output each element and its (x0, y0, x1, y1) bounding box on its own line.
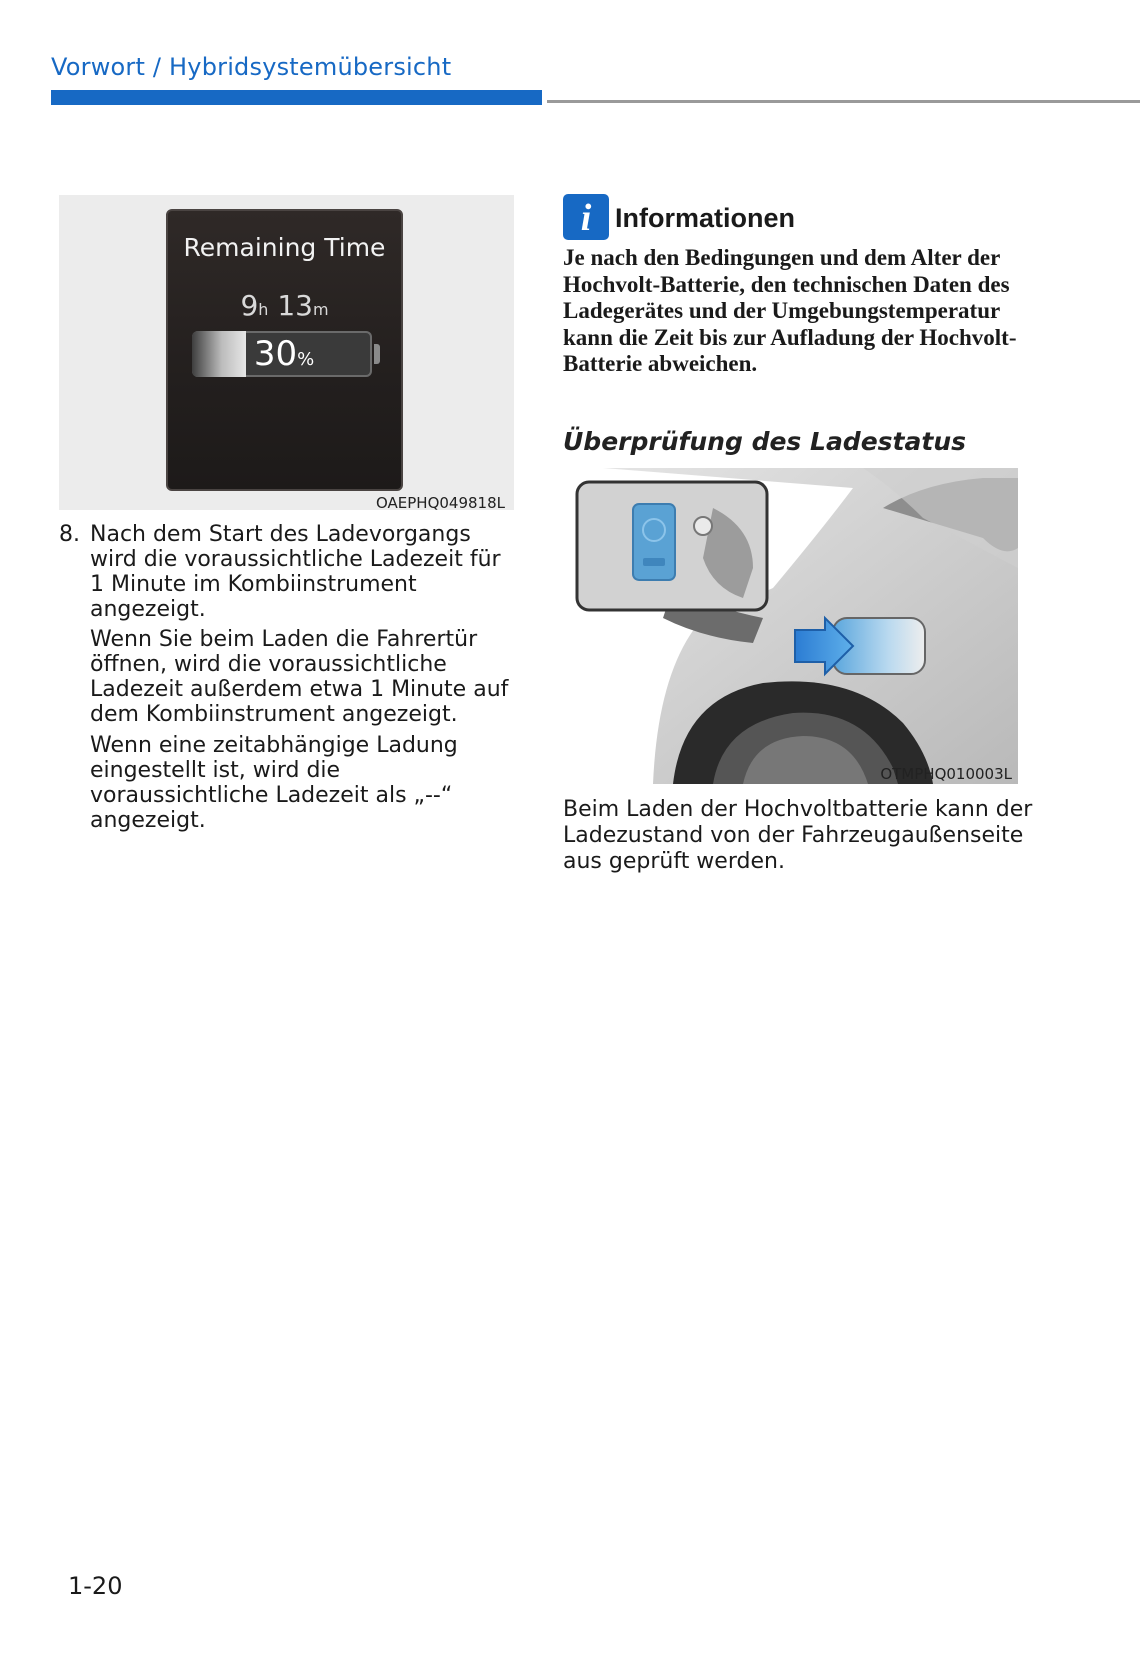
header-breadcrumb: Vorwort / Hybridsystemübersicht (51, 53, 452, 81)
remaining-time-value (168, 289, 401, 322)
info-icon (563, 194, 609, 240)
battery-percent-value: 30 (253, 334, 298, 374)
battery-percent (168, 334, 400, 374)
cluster-display (166, 209, 403, 491)
info-heading: Informationen (615, 203, 795, 233)
hours-unit: h (258, 300, 269, 319)
page-number: 1-20 (68, 1572, 123, 1600)
minutes-unit: m (312, 300, 329, 319)
step-paragraph-2: Wenn Sie beim Laden die Fahrertür öffnen, wird die voraussichtliche Ladezeit außerdem etwa 1 Minute auf dem Kombiinstrument angezeigt. (90, 627, 509, 727)
header-accent-bar (51, 90, 542, 105)
battery-percent-unit: % (297, 349, 315, 370)
minutes-value: 13 (277, 289, 313, 322)
step-paragraph-3: Wenn eine zeitabhängige Ladung eingestellt ist, wird die voraussichtliche Ladezeit als „--“ angezeigt. (90, 733, 458, 833)
header-rule (547, 100, 1140, 103)
cluster-title: Remaining Time (183, 233, 386, 262)
hours-value: 9 (240, 289, 259, 322)
figure-code-right: OTMPHQ010003L (880, 765, 1012, 783)
step-number: 8. (59, 522, 80, 547)
cluster-figure (59, 195, 514, 510)
section-heading: Überprüfung des Ladestatus (563, 427, 966, 456)
section-paragraph: Beim Laden der Hochvoltbatterie kann der Ladezustand von der Fahrzeugaußenseite aus geprüft werden. (563, 797, 1033, 874)
figure-code-left: OAEPHQ049818L (375, 494, 505, 512)
step-paragraph-1: Nach dem Start des Ladevorgangs wird die voraussichtliche Ladezeit für 1 Minute im Kombiinstrument angezeigt. (90, 522, 501, 622)
charging-port-figure (563, 468, 1018, 784)
info-icon-letter: i (580, 197, 592, 239)
info-text: Je nach den Bedingungen und dem Alter der Hochvolt-Batterie, den technischen Daten des Ladegerätes und der Umgebungstemperatur kann die Zeit bis zur Aufladung der Hochvolt-Batterie abweichen. (563, 245, 1017, 376)
